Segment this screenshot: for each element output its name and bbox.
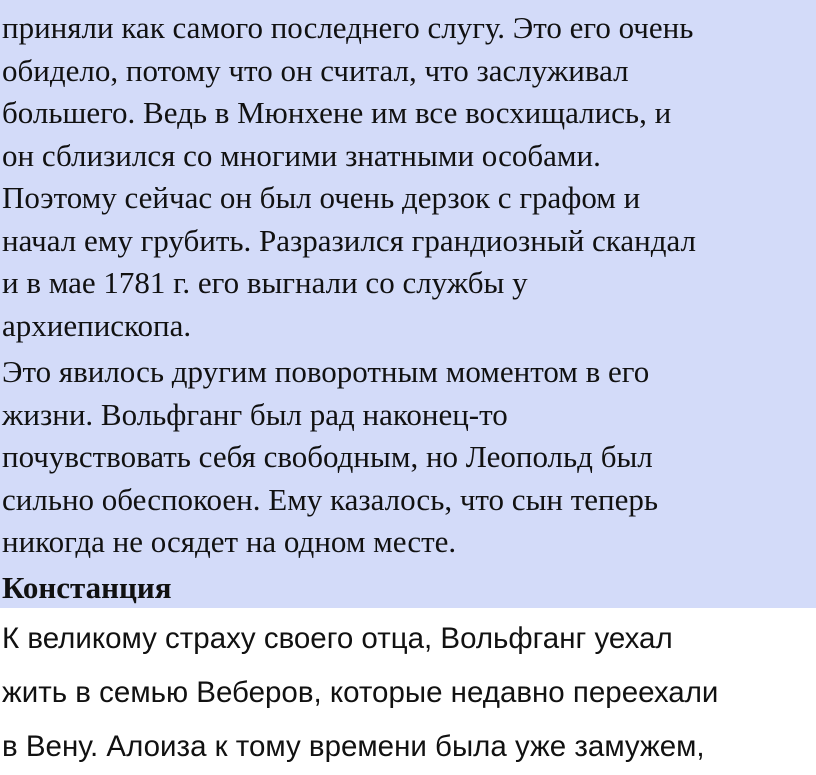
- text-line: жить в семью Веберов, которые недавно переехали: [2, 676, 719, 709]
- text-line: никогда не осядет на одном месте.: [2, 524, 457, 559]
- text-line: большего. Ведь в Мюнхене им все восхищались, и: [2, 95, 672, 130]
- text-line: начал ему грубить. Разразился грандиозный скандал: [2, 222, 697, 258]
- paragraph-weber-family: [2, 612, 718, 774]
- text-line: Это явилось другим поворотным моментом в его: [2, 354, 650, 389]
- text-line: архиепископа.: [2, 307, 192, 343]
- section-heading: Констанция: [2, 570, 172, 605]
- paragraph-dismissal: [2, 7, 696, 347]
- text-line: почувствовать себя свободным, но Леопольд был: [2, 439, 653, 474]
- text-line: приняли как самого последнего слугу. Это его очень: [2, 10, 694, 45]
- text-line: в Вену. Алоиза к тому времени была уже замужем,: [2, 730, 705, 763]
- text-line: он сблизился со многими знатными особами.: [2, 137, 601, 173]
- text-line: обидело, потому что он считал, что заслуживал: [2, 52, 629, 88]
- text-line: К великому страху своего отца, Вольфганг уехал: [2, 622, 673, 655]
- text-line: жизни. Вольфганг был рад наконец-то: [2, 396, 508, 432]
- text-line: сильно обеспокоен. Ему казалось, что сын теперь: [2, 481, 659, 517]
- text-line: Поэтому сейчас он был очень дерзок с графом и: [2, 180, 641, 215]
- text-line: и в мае 1781 г. его выгнали со службы у: [2, 265, 528, 300]
- paragraph-turning-point: [2, 351, 658, 564]
